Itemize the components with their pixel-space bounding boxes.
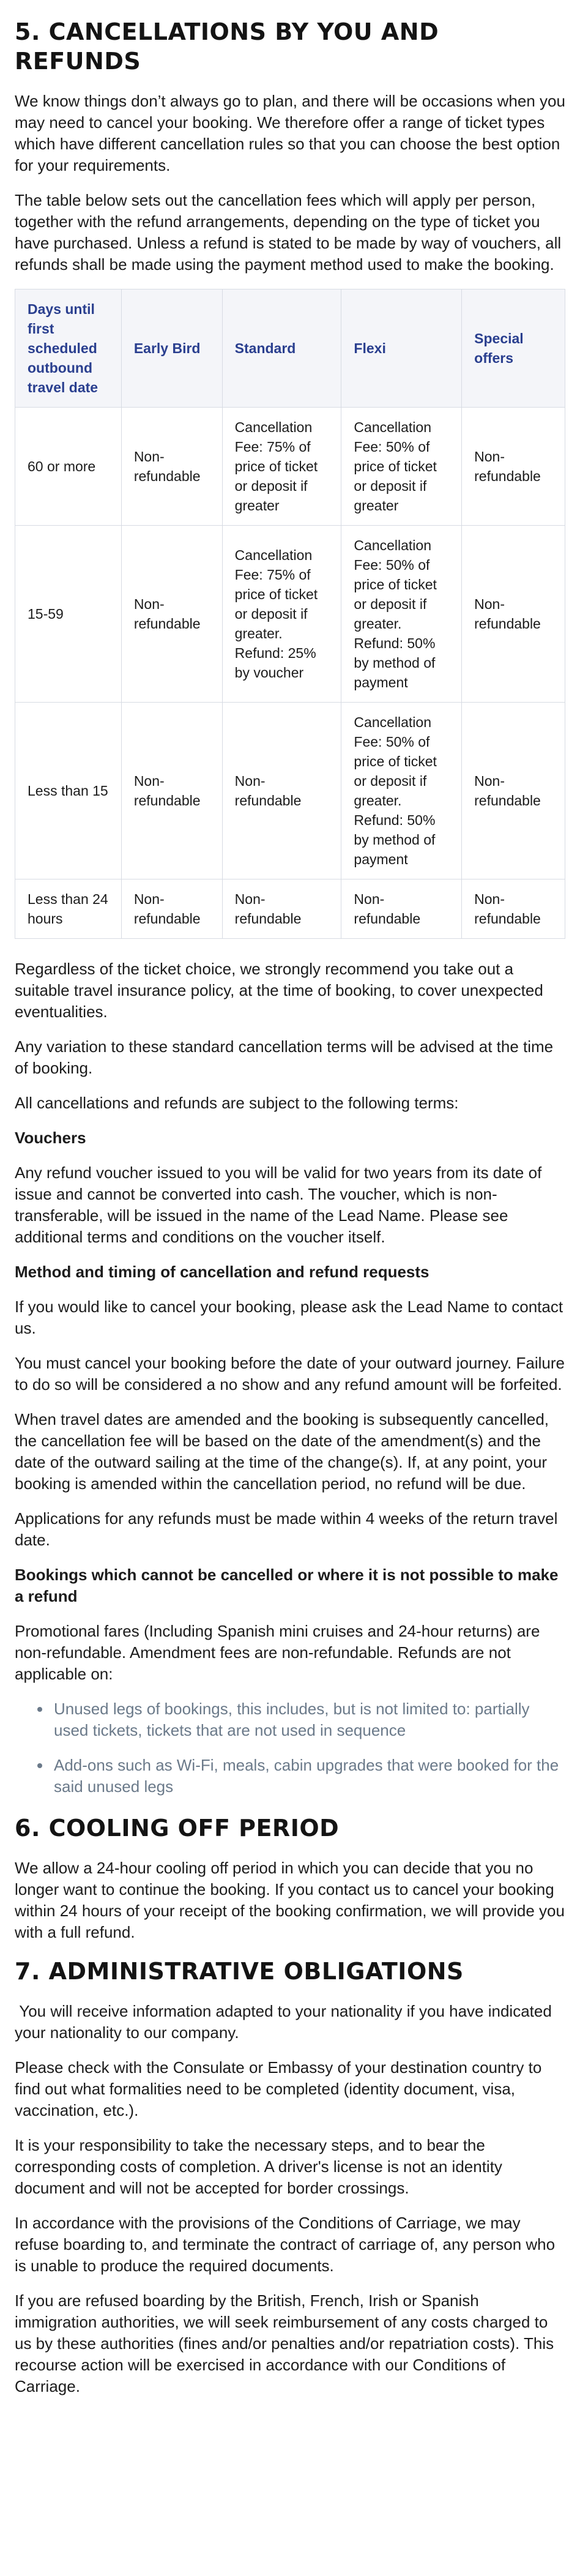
header-special-offers: Special offers	[462, 289, 565, 408]
table-cell: Cancellation Fee: 50% of price of ticket or deposit if greater. Refund: 50% by method of payment	[341, 526, 462, 703]
table-row	[15, 408, 565, 526]
table-cell: Non-refundable	[462, 703, 565, 879]
method-paragraph-2: You must cancel your booking before the date of your outward journey. Failure to do so will be considered a no show and any refund amount will be forfeited.	[15, 1354, 565, 1394]
admin-paragraph-5: If you are refused boarding by the British, French, Irish or Spanish immigration authorities, we will seek reimbursement of any costs charged to us by these authorities (fines and/or penalties and/or repatriation costs). This recourse action will be exercised in accordance with our Conditions of Carriage.	[15, 2291, 554, 2395]
table-cell: Non-refundable	[121, 408, 222, 526]
admin-paragraph-2: Please check with the Consulate or Embassy of your destination country to find out what formalities need to be completed (identity document, visa, vaccination, etc.).	[15, 2058, 542, 2119]
table-cell: 15-59	[15, 526, 122, 703]
table-cell: Non-refundable	[121, 703, 222, 879]
table-row	[15, 703, 565, 879]
table-cell: Non-refundable	[121, 879, 222, 939]
section-5-heading: 5. CANCELLATIONS BY YOU AND REFUNDS	[15, 18, 439, 75]
header-early-bird: Early Bird	[121, 289, 222, 408]
header-flexi: Flexi	[341, 289, 462, 408]
refund-exclusions-list	[15, 1698, 565, 1798]
table-cell: Cancellation Fee: 50% of price of ticket or deposit if greater	[341, 408, 462, 526]
admin-paragraph-3: It is your responsibility to take the necessary steps, and to bear the corresponding costs of completion. A driver's license is not an identity document and will not be accepted for border crossings.	[15, 2136, 502, 2197]
table-cell: 60 or more	[15, 408, 122, 526]
list-item: • Unused legs of bookings, this includes, but is not limited to: partially used tickets, tickets that are not used in sequence	[51, 1698, 565, 1741]
vouchers-text: Any refund voucher issued to you will be valid for two years from its date of issue and cannot be converted into cash. The voucher, which is non-transferable, will be issued in the name of the Lead Name. Please see additional terms and conditions on the voucher itself.	[15, 1163, 542, 1246]
method-paragraph-3: When travel dates are amended and the booking is subsequently cancelled, the cancellation fee will be based on the date of the amendment(s) and the date of the outward sailing at the time of the change(s). If, at any point, your booking is amended within the cancellation period, no refund will be due.	[15, 1410, 549, 1493]
cooling-off-text: We allow a 24-hour cooling off period in which you can decide that you no longer want to continue the booking. If you contact us to cancel your booking within 24 hours of your receipt of the booking confirmation, we will provide you with a full refund.	[15, 1859, 565, 1941]
table-cell: Non-refundable	[341, 879, 462, 939]
non-cancellable-text: Promotional fares (Including Spanish mini cruises and 24-hour returns) are non-refundable. Amendment fees are non-refundable. Refunds are not applicable on:	[15, 1622, 540, 1683]
variation-notice: Any variation to these standard cancellation terms will be advised at the time of booking.	[15, 1037, 554, 1077]
table-cell: Cancellation Fee: 75% of price of ticket or deposit if greater	[222, 408, 341, 526]
table-cell: Cancellation Fee: 50% of price of ticket or deposit if greater. Refund: 50% by method of payment	[341, 703, 462, 879]
admin-paragraph-1: You will receive information adapted to your nationality if you have indicated your nationality to our company.	[15, 2002, 557, 2042]
table-cell: Non-refundable	[462, 408, 565, 526]
non-cancellable-heading: Bookings which cannot be cancelled or where it is not possible to make a refund	[15, 1566, 559, 1605]
table-cell: Less than 24 hours	[15, 879, 122, 939]
method-paragraph-4: Applications for any refunds must be made within 4 weeks of the return travel date.	[15, 1509, 558, 1549]
method-paragraph-1: If you would like to cancel your booking, please ask the Lead Name to contact us.	[15, 1297, 563, 1337]
cancellation-fees-table	[15, 289, 565, 939]
table-header-row	[15, 289, 565, 408]
section-7-heading: 7. ADMINISTRATIVE OBLIGATIONS	[15, 1958, 464, 1985]
section-6-heading: 6. COOLING OFF PERIOD	[15, 1815, 340, 1842]
header-standard: Standard	[222, 289, 341, 408]
terms-intro: All cancellations and refunds are subject to the following terms:	[15, 1094, 459, 1112]
admin-paragraph-4: In accordance with the provisions of the Conditions of Carriage, we may refuse boarding to, and terminate the contract of carriage of, any person who is unable to produce the required documents.	[15, 2214, 556, 2275]
table-cell: Non-refundable	[462, 879, 565, 939]
insurance-recommendation: Regardless of the ticket choice, we strongly recommend you take out a suitable travel insurance policy, at the time of booking, to cover unexpected eventualities.	[15, 960, 543, 1021]
table-cell: Non-refundable	[222, 879, 341, 939]
table-cell: Less than 15	[15, 703, 122, 879]
section-5-intro-1: We know things don’t always go to plan, and there will be occasions when you may need to cancel your booking. We therefore offer a range of ticket types which have different cancellation rules so that you can choose the best option for your requirements.	[15, 92, 565, 174]
table-row	[15, 526, 565, 703]
table-cell: Non-refundable	[462, 526, 565, 703]
table-cell: Non-refundable	[121, 526, 222, 703]
header-days-until-travel: Days until first scheduled outbound travel date	[15, 289, 122, 408]
vouchers-heading: Vouchers	[15, 1129, 86, 1147]
method-timing-heading: Method and timing of cancellation and refund requests	[15, 1263, 429, 1281]
section-5-intro-2: The table below sets out the cancellation fees which will apply per person, together with the refund arrangements, depending on the type of ticket you have purchased. Unless a refund is stated to be made by way of vouchers, all refunds shall be made using the payment method used to make the booking.	[15, 191, 562, 274]
list-item: • Add-ons such as Wi-Fi, meals, cabin upgrades that were booked for the said unused legs	[51, 1755, 565, 1798]
table-cell: Non-refundable	[222, 703, 341, 879]
table-cell: Cancellation Fee: 75% of price of ticket or deposit if greater. Refund: 25% by voucher	[222, 526, 341, 703]
table-row	[15, 879, 565, 939]
